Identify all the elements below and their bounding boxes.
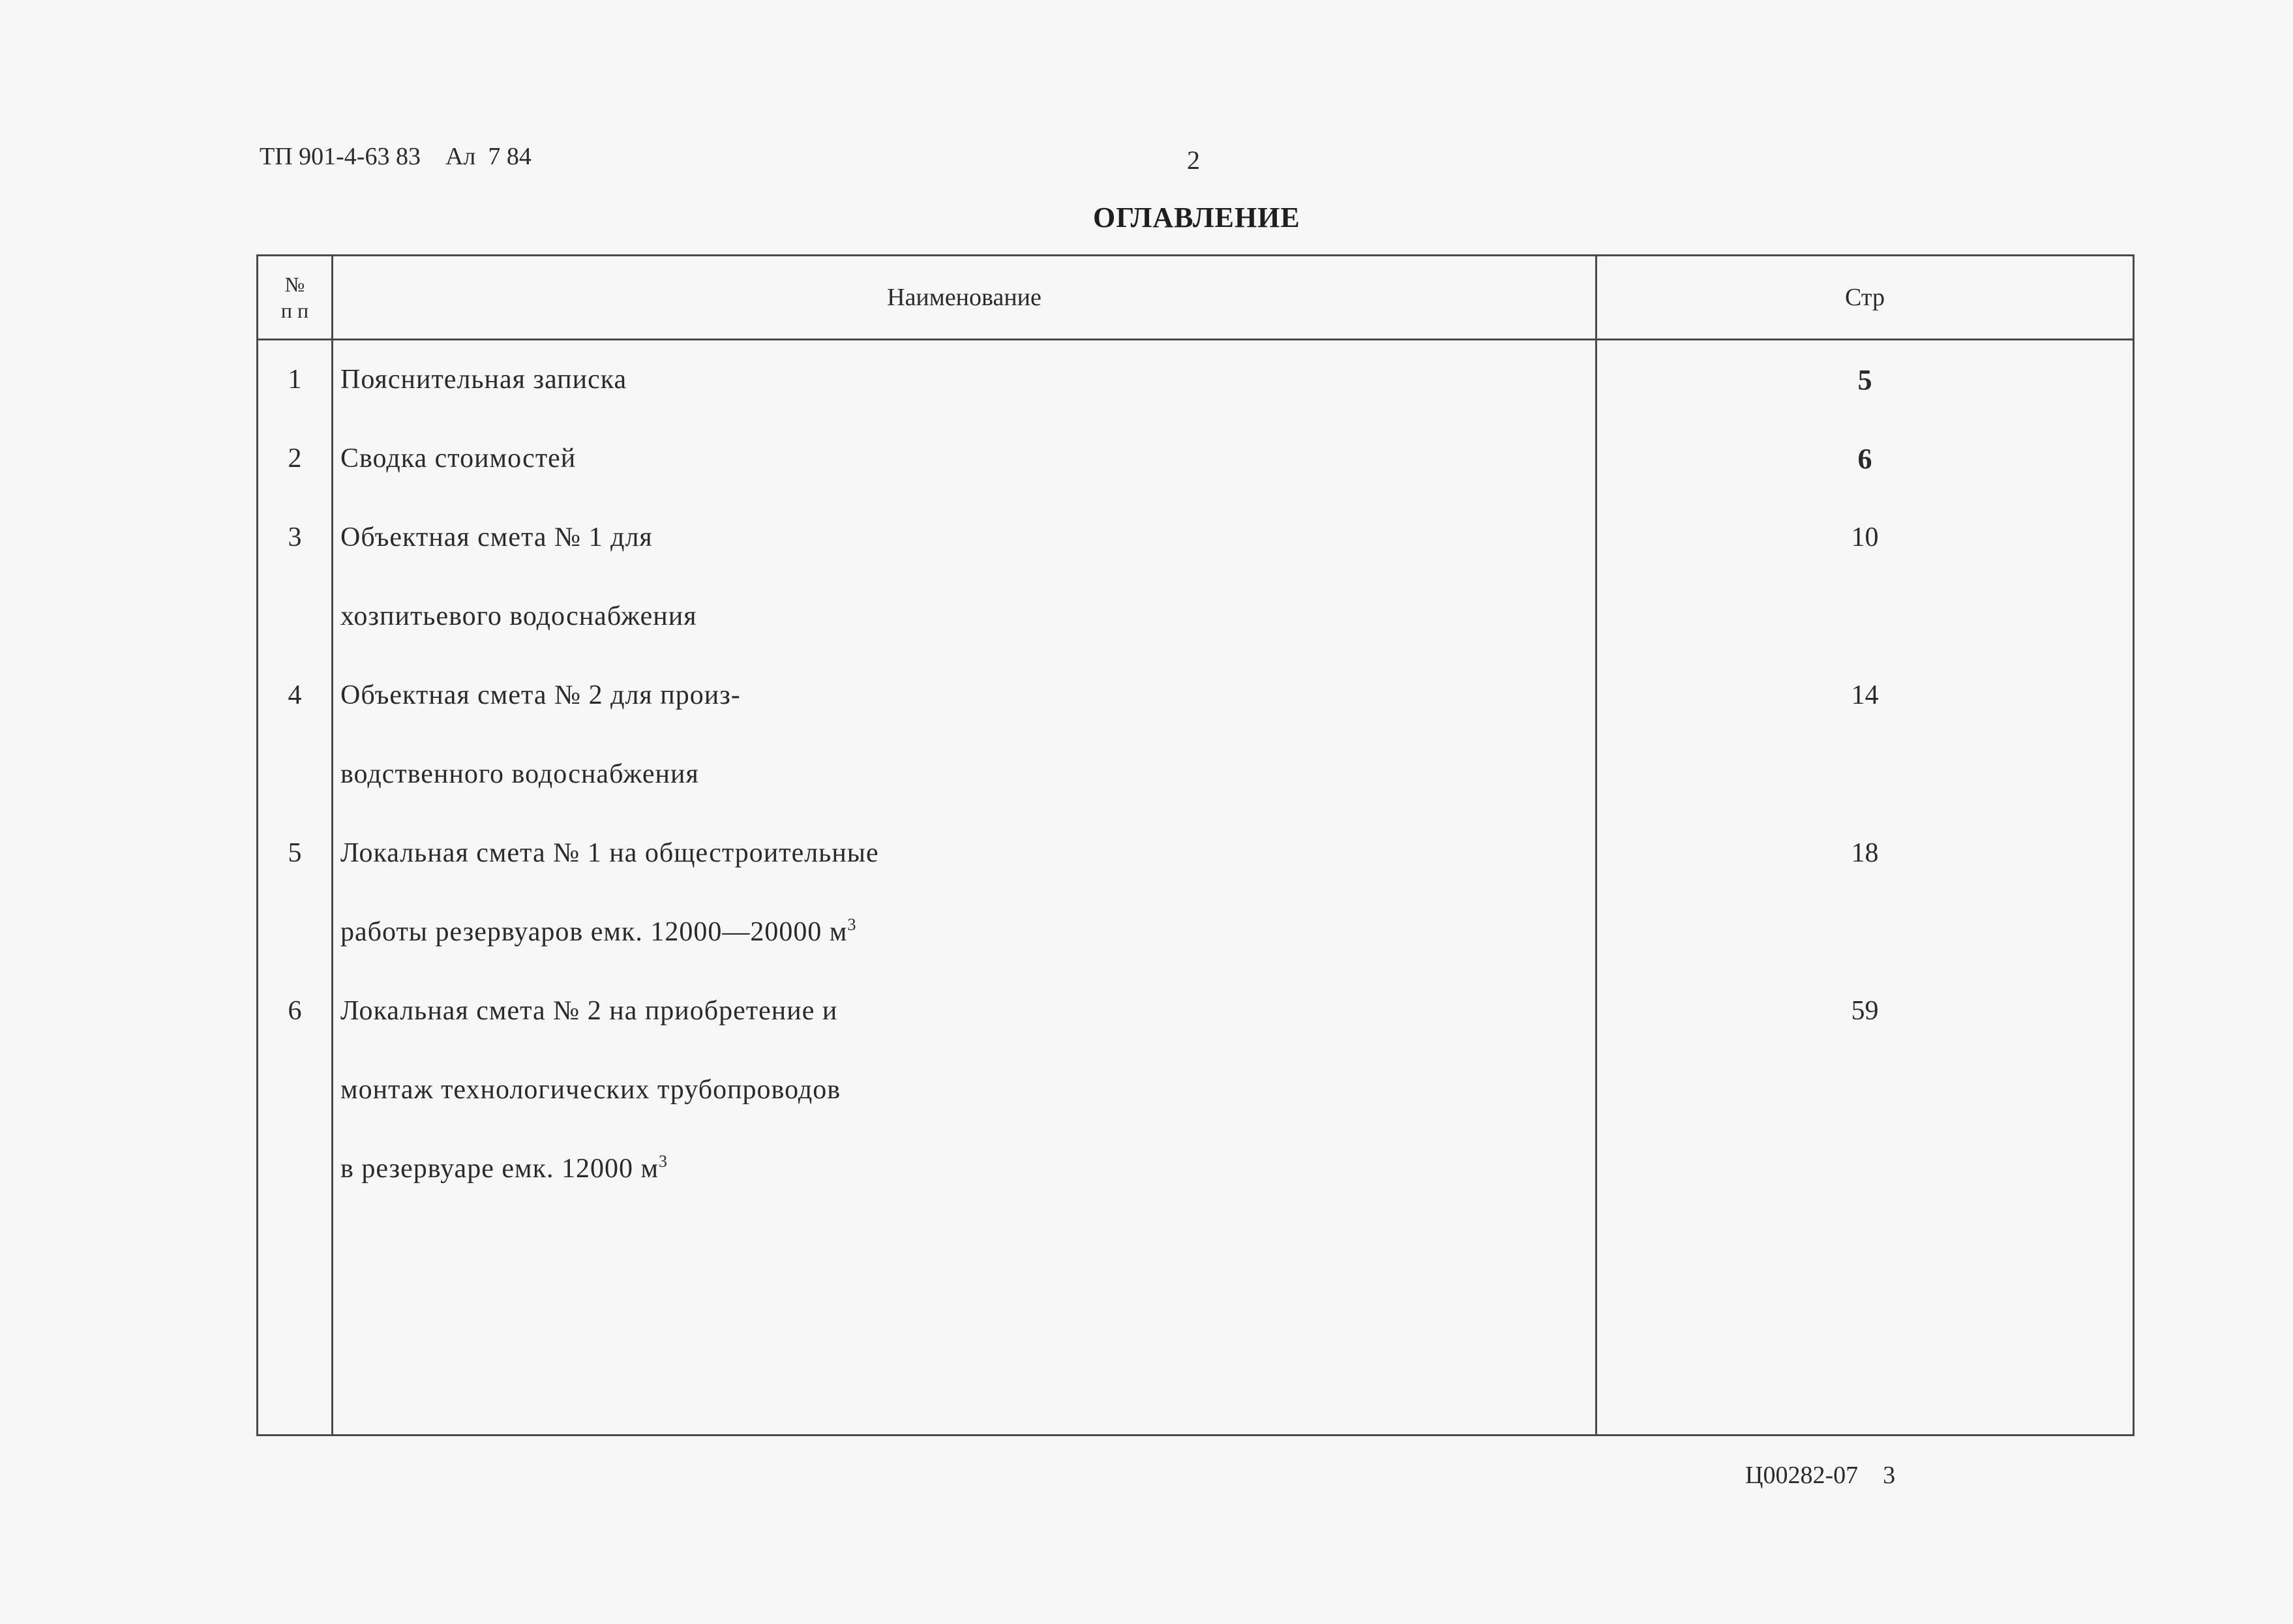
table-row [258, 419, 2133, 498]
row-title-line: Сводка стоимостей [340, 444, 577, 474]
row-number: 3 [288, 522, 302, 552]
table-row [258, 972, 2133, 1209]
row-title-line: Пояснительная записка [340, 365, 627, 395]
row-number: 1 [288, 365, 302, 395]
table-row [258, 498, 2133, 656]
row-title-line: хозпитьевого водоснабжения [340, 601, 697, 631]
row-title-line: работы резервуаров емк. 12000—20000 $м^3$ [340, 915, 857, 947]
row-title-line: Локальная смета № 1 на общестроительные [340, 838, 879, 868]
header-number [258, 256, 331, 338]
row-title-line: монтаж технологических трубопроводов [340, 1075, 841, 1105]
document-code: ТП 901-4-63 83 Ал 7 84 [260, 143, 532, 170]
table-row [258, 340, 2133, 419]
row-title [340, 656, 1580, 814]
row-page: 6 [1857, 443, 1872, 475]
toc-rows [258, 340, 2133, 1209]
header-name: Наименование [887, 284, 1042, 311]
header-number-abbr: п п [280, 299, 309, 322]
page-title: ОГЛАВЛЕНИЕ [1093, 202, 1300, 233]
row-title [340, 340, 1580, 419]
header-page: Стр [1845, 284, 1885, 311]
row-page: 18 [1851, 838, 1879, 868]
table-row [258, 656, 2133, 814]
row-title-line: Объектная смета № 2 для произ- [340, 680, 741, 710]
row-title-line: Объектная смета № 1 для [340, 522, 653, 552]
row-page: 10 [1851, 522, 1879, 552]
row-title [340, 972, 1580, 1209]
header-number-symbol: № [284, 273, 305, 296]
row-number: 4 [288, 680, 302, 710]
superscript: 3 [659, 1152, 668, 1171]
row-title [340, 814, 1580, 972]
row-page: 14 [1851, 680, 1879, 710]
footer-code: Ц00282-07 3 [1745, 1462, 1896, 1489]
table-row [258, 814, 2133, 972]
row-page: 5 [1857, 364, 1872, 396]
page-number: 2 [1187, 145, 1200, 175]
row-title-line: Локальная смета № 2 на приобретение и [340, 996, 838, 1026]
row-number: 5 [288, 838, 302, 868]
row-title [340, 498, 1580, 656]
row-title-line: водственного водоснабжения [340, 759, 699, 789]
row-page: 59 [1851, 996, 1879, 1026]
superscript: 3 [847, 915, 857, 934]
row-title-line: в резервуаре емк. 12000 $м^3$ [340, 1152, 668, 1184]
row-title [340, 419, 1580, 498]
row-number: 6 [288, 996, 302, 1026]
row-number: 2 [288, 444, 302, 474]
toc-table [256, 254, 2135, 1436]
